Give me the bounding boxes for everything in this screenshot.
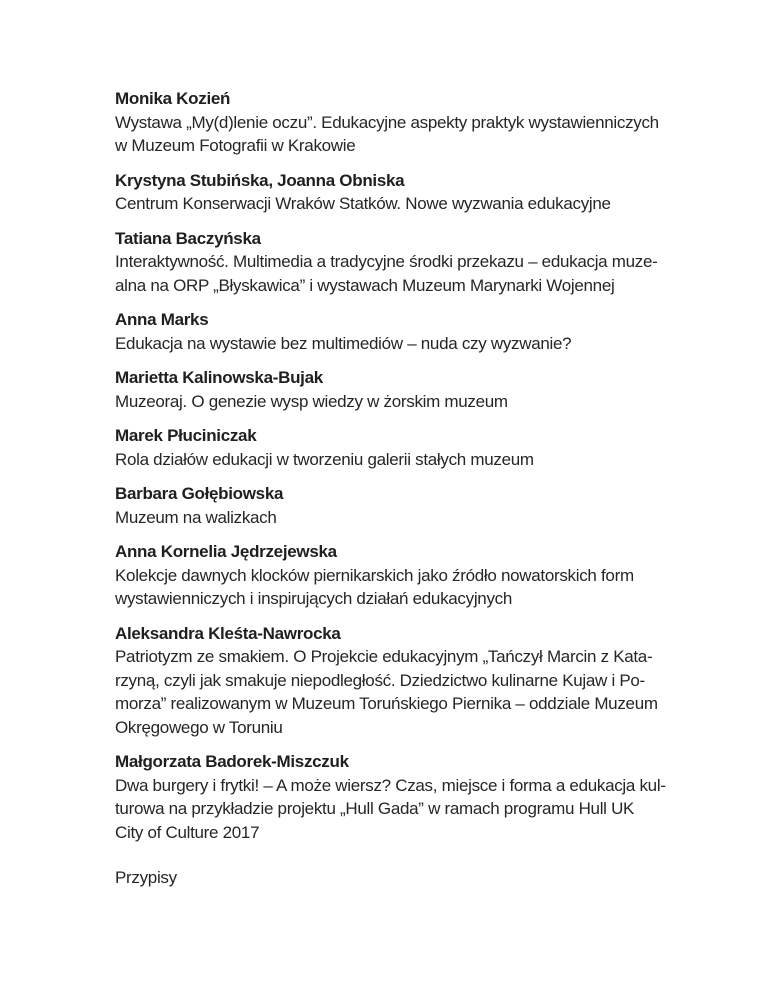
title-line: wystawienniczych i inspirujących działań edukacyjnych: [115, 589, 513, 608]
author-name: Małgorzata Badorek-Miszczuk: [115, 752, 349, 771]
title-line: Kolekcje dawnych klocków piernikarskich jako źródło nowatorskich form: [115, 565, 634, 585]
title-line: turowa na przykładzie projektu „Hull Gada” w ramach programu Hull UK: [115, 799, 635, 818]
author-name: Marek Płuciniczak: [115, 426, 257, 445]
title-line: Okręgowego w Toruniu: [115, 717, 283, 737]
title-line: Wystawa „My(d)lenie oczu”. Edukacyjne aspekty praktyk wystawienniczych: [115, 112, 659, 132]
toc-entry: [115, 87, 715, 158]
toc-entry: [115, 366, 715, 413]
title-line: Interaktywność. Multimedia a tradycyjne środki przekazu – edukacja muze-: [115, 252, 658, 271]
footnotes-heading: Przypisy: [115, 868, 177, 887]
title-line: Muzeum na walizkach: [115, 507, 277, 527]
author-name: Marietta Kalinowska-Bujak: [115, 368, 323, 387]
title-line: morza” realizowanym w Muzeum Toruńskiego Piernika – oddziale Muzeum: [115, 694, 658, 713]
author-name: Krystyna Stubińska, Joanna Obniska: [115, 170, 405, 190]
author-name: Anna Marks: [115, 310, 209, 329]
toc-entry: [115, 424, 715, 471]
toc-entry: [115, 482, 715, 529]
author-name: Monika Kozień: [115, 89, 231, 108]
toc-entry: [115, 622, 715, 740]
toc-entry: [115, 750, 715, 844]
toc-entry: [115, 227, 715, 298]
toc-entry: [115, 540, 715, 611]
toc-entry: [115, 308, 715, 355]
title-line: rzyną, czyli jak smakuje niepodległość. Dziedzictwo kulinarne Kujaw i Po-: [115, 670, 645, 690]
author-name: Aleksandra Kleśta-Nawrocka: [115, 623, 341, 643]
toc-list: [115, 87, 715, 844]
title-line: Centrum Konserwacji Wraków Statków. Nowe wyzwania edukacyjne: [115, 194, 611, 213]
title-line: w Muzeum Fotografii w Krakowie: [115, 136, 356, 155]
author-name: Tatiana Baczyńska: [115, 228, 261, 248]
toc-entry: [115, 169, 715, 216]
toc-content: [115, 87, 715, 890]
title-line: Muzeoraj. O genezie wysp wiedzy w żorskim muzeum: [115, 391, 508, 411]
title-line: City of Culture 2017: [115, 822, 260, 842]
author-name: Anna Kornelia Jędrzejewska: [115, 542, 337, 561]
title-line: Patriotyzm ze smakiem. O Projekcie edukacyjnym „Tańczył Marcin z Kata-: [115, 647, 653, 666]
title-line: alna na ORP „Błyskawica” i wystawach Muzeum Marynarki Wojennej: [115, 275, 615, 295]
author-name: Barbara Gołębiowska: [115, 484, 284, 503]
title-line: Edukacja na wystawie bez multimediów – nuda czy wyzwanie?: [115, 333, 572, 353]
title-line: Dwa burgery i frytki! – A może wiersz? Czas, miejsce i forma a edukacja kul-: [115, 775, 666, 795]
title-line: Rola działów edukacji w tworzeniu galerii stałych muzeum: [115, 449, 534, 469]
